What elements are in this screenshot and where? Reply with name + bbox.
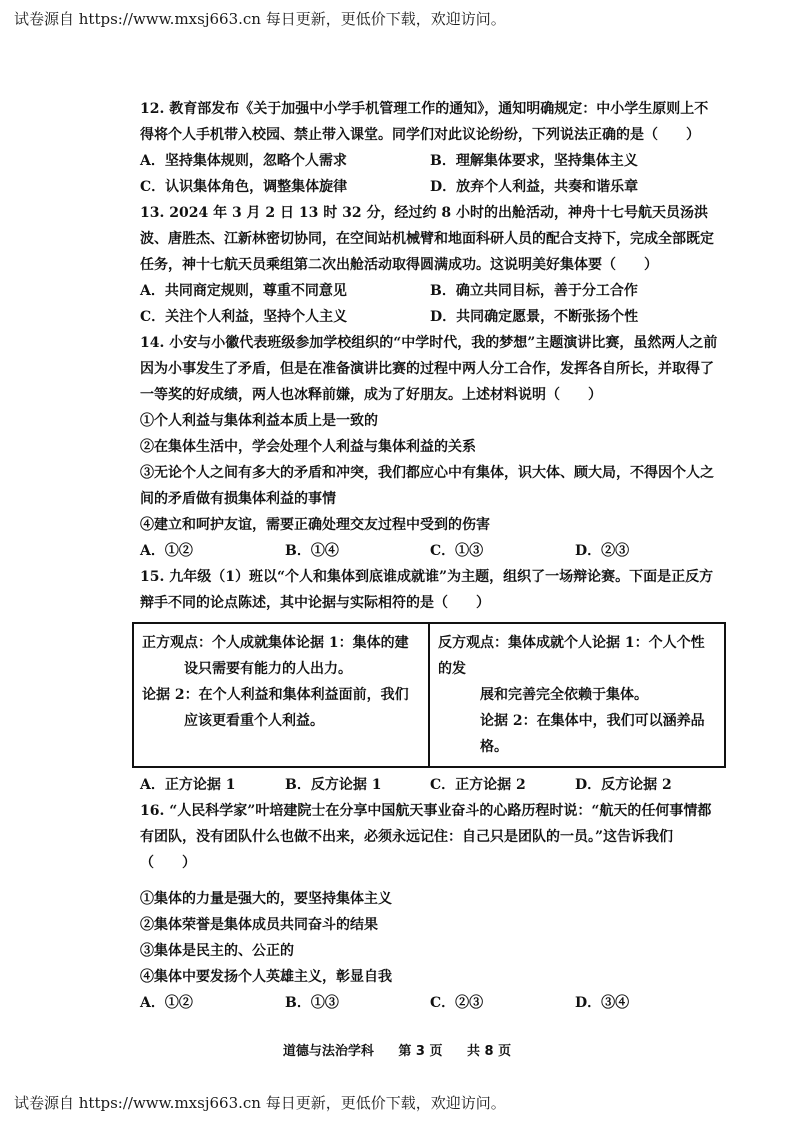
con-argument-1-cont: 展和完善完全依赖于集体。 (480, 687, 648, 703)
question-14 (140, 330, 720, 564)
statement-2: ②集体荣誉是集体成员共同奋斗的结果 (140, 917, 378, 933)
option-b: B．确立共同目标，善于分工合作 (430, 283, 638, 299)
subject-label: 道德与法治学科 (282, 1044, 374, 1059)
option-list (140, 278, 720, 330)
question-stem: 13. 2024 年 3 月 2 日 13 时 32 分，经过约 8 小时的出舱活动，神舟十七号航天员汤洪波、唐胜杰、江新林密切协同，在空间站机械臂和地面科研人员的配合支持下，完成全部既定任务，神十七航天员乘组第二次出舱活动取得圆满成功。这说明美好集体要（ ） (140, 205, 714, 273)
option-a: A．①② (140, 995, 193, 1011)
con-side-cell (428, 624, 724, 766)
page-number: 第 3 页 (398, 1044, 443, 1059)
option-b: B．①③ (285, 995, 339, 1011)
header-watermark: 试卷源自 https://www.mxsj663.cn 每日更新，更低价下载，欢迎访问。 (14, 10, 506, 28)
option-list (140, 538, 720, 564)
con-argument-2: 论据 2：在集体中，我们可以涵养品格。 (480, 713, 705, 755)
option-list (140, 772, 720, 798)
option-d: D．放弃个人利益，共奏和谐乐章 (430, 179, 639, 195)
option-b: B．反方论据 1 (285, 777, 382, 793)
option-c: C．①③ (430, 543, 484, 559)
question-stem: 12. 教育部发布《关于加强中小学手机管理工作的通知》，通知明确规定：中小学生原则上不得将个人手机带入校园、禁止带入课堂。同学们对此议论纷纷，下列说法正确的是（ ） (140, 101, 709, 143)
option-list (140, 148, 720, 200)
pro-argument-2-cont: 应该更看重个人利益。 (184, 713, 324, 729)
exam-content (140, 96, 720, 1016)
statement-1: ①个人利益与集体利益本质上是一致的 (140, 413, 378, 429)
option-b: B．理解集体要求，坚持集体主义 (430, 153, 638, 169)
option-c: C．②③ (430, 995, 484, 1011)
statement-1: ①集体的力量是强大的，要坚持集体主义 (140, 891, 392, 907)
question-13 (140, 200, 720, 330)
debate-table (132, 622, 726, 768)
option-c: C．认识集体角色，调整集体旋律 (140, 179, 348, 195)
spacer (140, 876, 720, 886)
statement-3: ③集体是民主的、公正的 (140, 943, 294, 959)
option-b: B．①④ (285, 543, 339, 559)
option-c: C．正方论据 2 (430, 777, 526, 793)
pro-argument-1: 正方观点：个人成就集体论据 1：集体的建 (142, 635, 409, 651)
question-stem: 16. “人民科学家”叶培建院士在分享中国航天事业奋斗的心路历程时说：“航天的任何事情都有团队，没有团队什么也做不出来，必须永远记住：自己只是团队的一员。”这告诉我们（ ） (140, 803, 712, 871)
option-a: A．正方论据 1 (140, 777, 236, 793)
question-stem: 14. 小安与小徽代表班级参加学校组织的“中学时代，我的梦想”主题演讲比赛，虽然两人之前因为小事发生了矛盾，但是在准备演讲比赛的过程中两人分工合作，发挥各自所长，并取得了一等奖的好成绩，两人也冰释前嫌，成为了好朋友。上述材料说明（ ） (140, 335, 718, 403)
statement-2: ②在集体生活中，学会处理个人利益与集体利益的关系 (140, 439, 476, 455)
option-d: D．②③ (575, 543, 630, 559)
option-d: D．反方论据 2 (575, 777, 672, 793)
option-a: A．①② (140, 543, 193, 559)
question-16 (140, 798, 720, 1016)
statement-3: ③无论个人之间有多大的矛盾和冲突，我们都应心中有集体，识大体、顾大局，不得因个人之间的矛盾做有损集体利益的事情 (140, 465, 714, 507)
statement-4: ④建立和呵护友谊，需要正确处理交友过程中受到的伤害 (140, 517, 490, 533)
question-stem: 15. 九年级（1）班以“个人和集体到底谁成就谁”为主题，组织了一场辩论赛。下面是正反方辩手不同的论点陈述，其中论据与实际相符的是（ ） (140, 569, 714, 611)
option-list (140, 990, 720, 1016)
option-c: C．关注个人利益，坚持个人主义 (140, 309, 348, 325)
question-15 (140, 564, 720, 798)
question-12 (140, 96, 720, 200)
statement-4: ④集体中要发扬个人英雄主义，彰显自我 (140, 969, 392, 985)
page-total: 共 8 页 (467, 1044, 512, 1059)
footer-watermark: 试卷源自 https://www.mxsj663.cn 每日更新，更低价下载，欢迎访问。 (14, 1094, 506, 1112)
pro-argument-2: 论据 2：在个人利益和集体利益面前，我们 (142, 687, 409, 703)
con-argument-1: 反方观点：集体成就个人论据 1：个人个性的发 (438, 635, 705, 677)
pro-side-cell (134, 624, 428, 766)
option-a: A．坚持集体规则，忽略个人需求 (140, 153, 347, 169)
option-d: D．共同确定愿景，不断张扬个性 (430, 309, 639, 325)
option-d: D．③④ (575, 995, 630, 1011)
page-number-footer (0, 1040, 794, 1059)
option-a: A．共同商定规则，尊重不同意见 (140, 283, 347, 299)
pro-argument-1-cont: 设只需要有能力的人出力。 (184, 661, 352, 677)
